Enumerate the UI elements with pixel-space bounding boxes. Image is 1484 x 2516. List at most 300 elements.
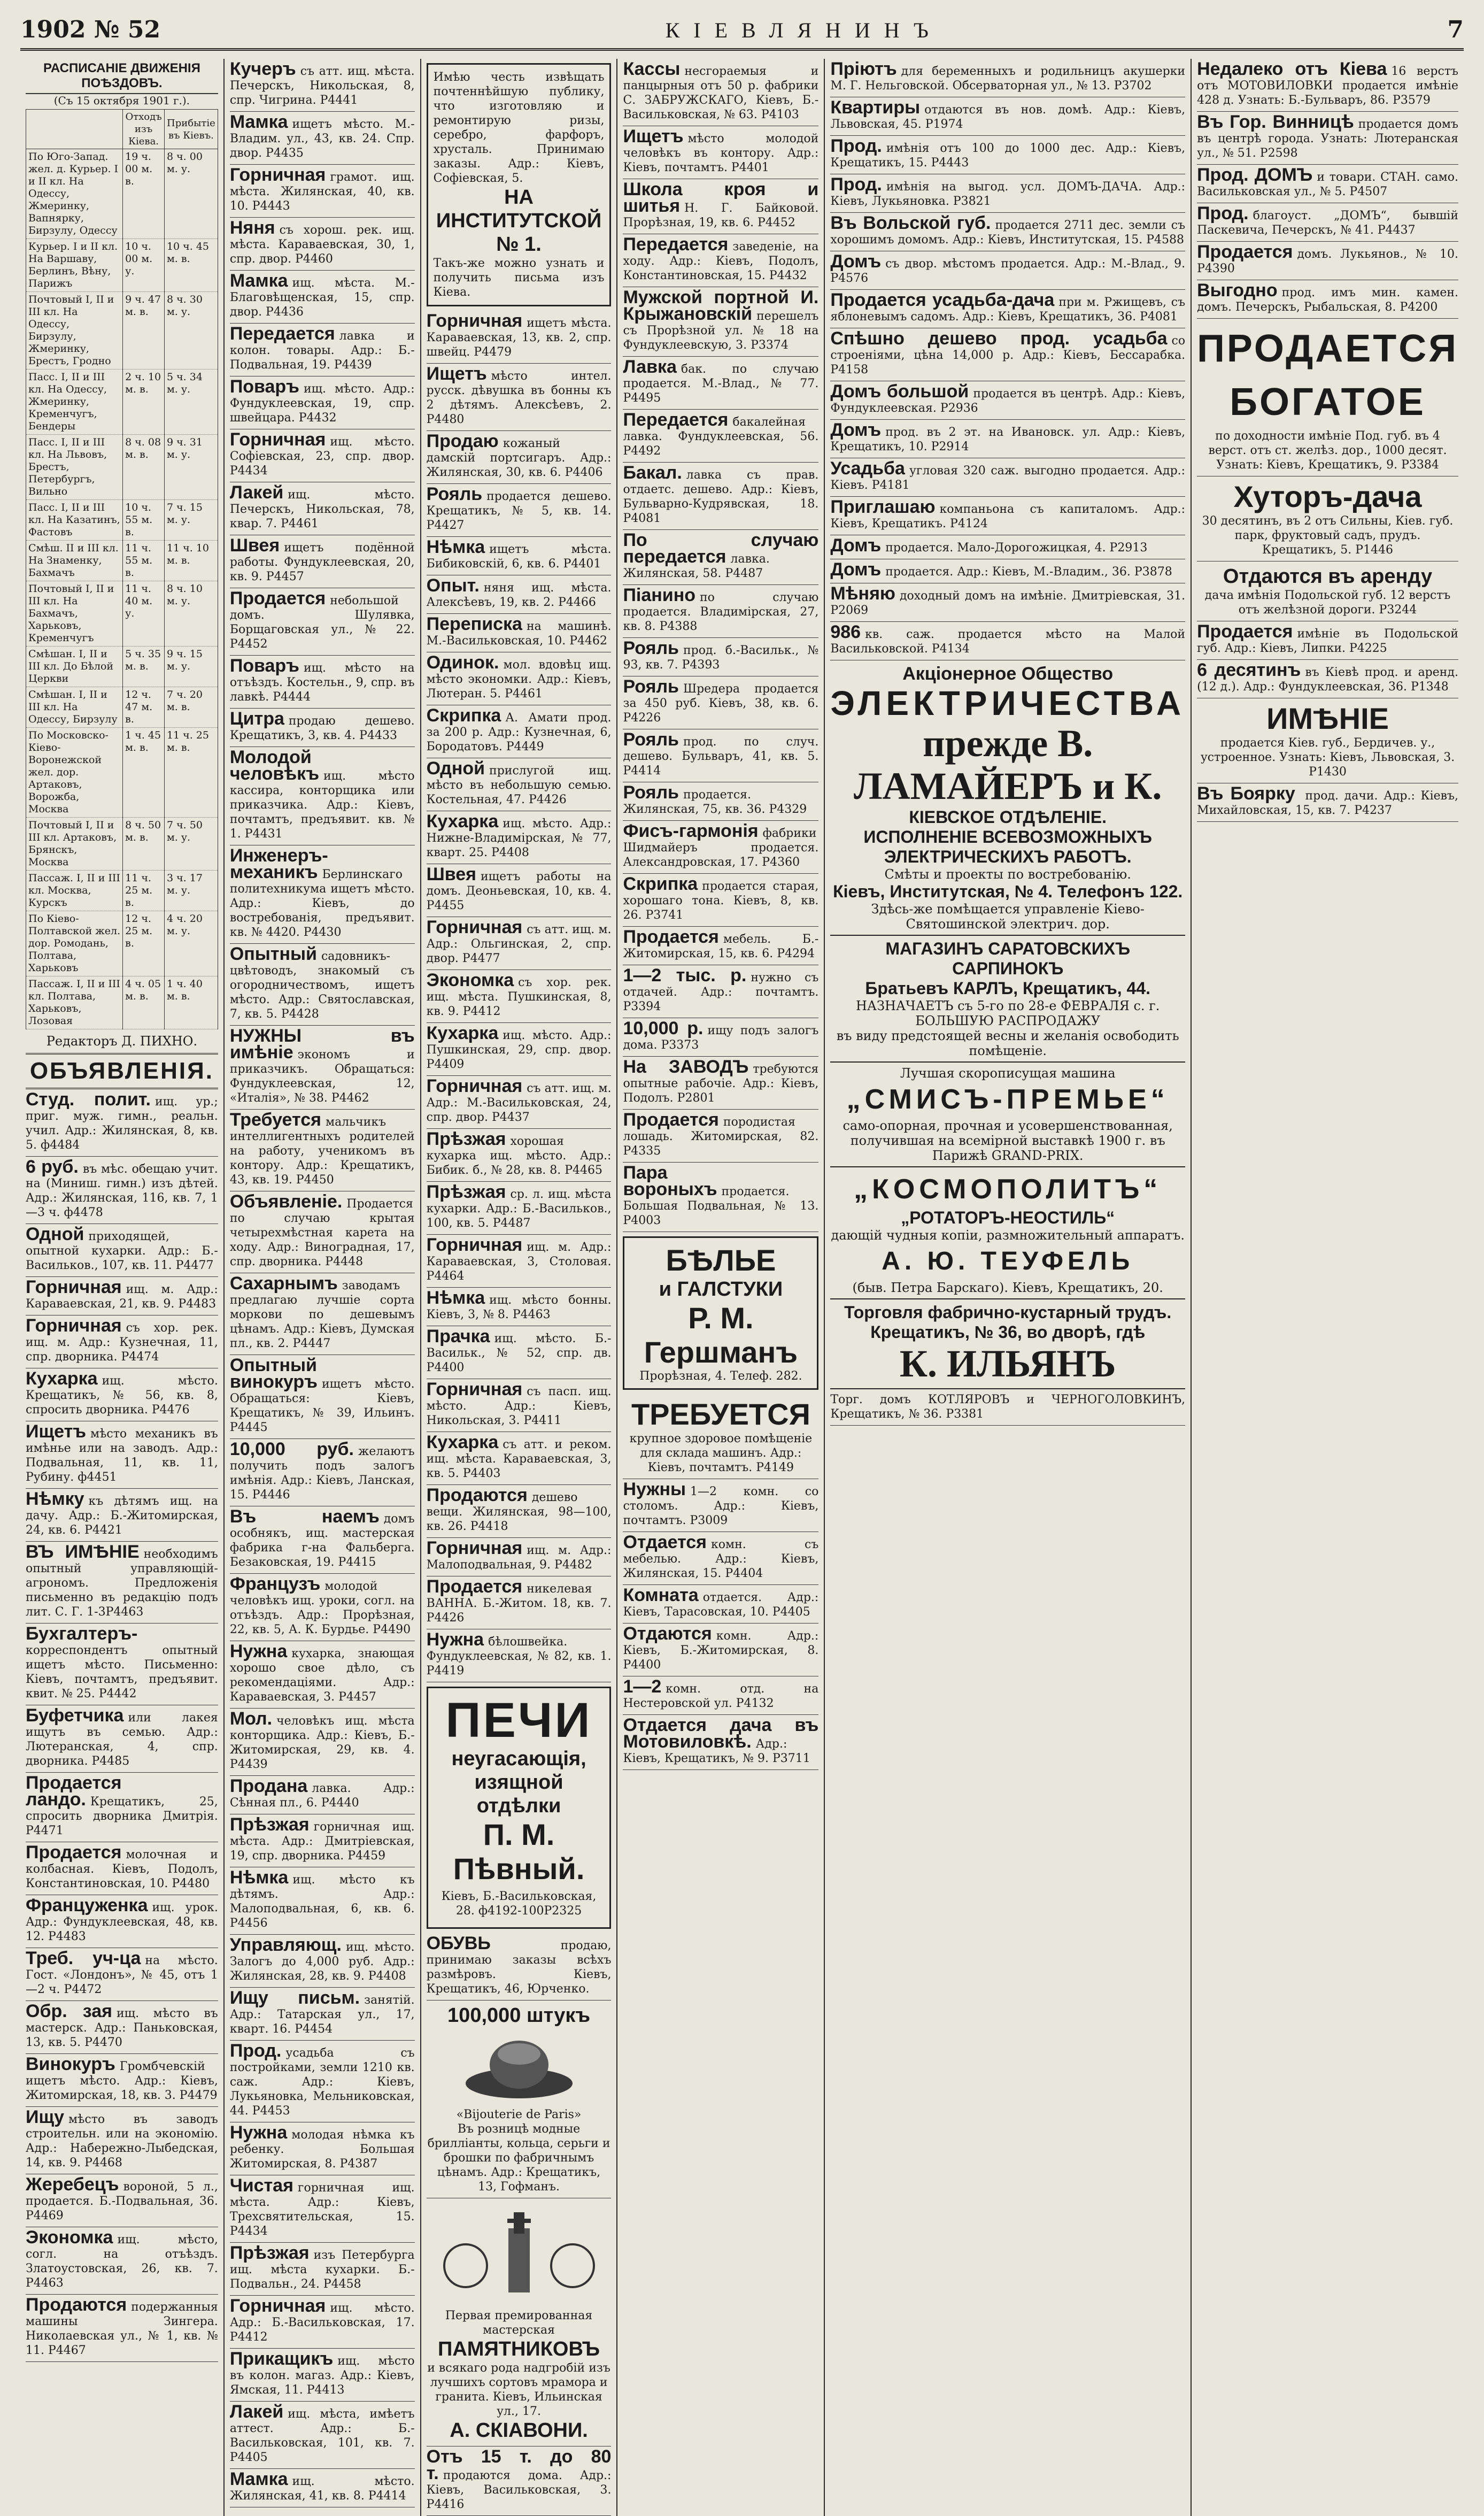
ad-heading: Прод. bbox=[229, 2041, 282, 2061]
schedule-cell-dep: 12 ч. 47 м. в. bbox=[123, 687, 165, 728]
monument-name: А. СКІАВОНИ. bbox=[450, 2419, 588, 2442]
ad-text: ищетъ мѣсто. М.-Владим. ул., 43, кв. 24. Спр. двор. Р4435 bbox=[229, 118, 415, 160]
classified-ad bbox=[623, 59, 818, 126]
ad-text: дешево вещи. Жилянская, 98—100, кв. 26. Р4418 bbox=[426, 1491, 612, 1533]
ad-text: лавка. Жилянская, 58. Р4487 bbox=[623, 552, 770, 580]
ad-text: съ хор. рек. ищ. м. Адр.: Кузнечная, 11, спр. дворника. Р4474 bbox=[26, 1321, 218, 1364]
page-number: 7 bbox=[1447, 16, 1464, 43]
schedule-row bbox=[26, 581, 218, 647]
classified-ad bbox=[623, 179, 818, 234]
schedule-row bbox=[26, 871, 218, 911]
monument-text: и всякаго рода надгробій изъ лучшихъ сортовъ мрамора и гранита. Кіевъ, Ильинская ул., 17. bbox=[427, 2361, 610, 2418]
sarpinka-line3: НАЗНАЧАЕТЪ съ 5-го по 28-е ФЕВРАЛЯ с. г. БОЛЬШУЮ РАСПРОДАЖУ bbox=[856, 998, 1160, 1028]
ad-heading: Продаю bbox=[426, 431, 499, 451]
ad-text: для беременныхъ и родильницъ акушерки М. Г. Нельговской. Обсерваторная ул., № 13. Р3702 bbox=[830, 65, 1186, 93]
ad-text: Шредера продается за 450 руб. Кіевъ, 38, кв. 6. Р4226 bbox=[623, 682, 819, 725]
classified-ad bbox=[1197, 280, 1458, 319]
bijouterie-sub: «Bijouterie de Paris» bbox=[456, 2108, 582, 2121]
ad-text: на машинѣ. М.-Васильковская, 10. Р4462 bbox=[426, 620, 612, 648]
classified-ad bbox=[623, 1018, 818, 1057]
ad-text: прод. по случ. дешево. Бульваръ, 41, кв. 5. Р4414 bbox=[623, 735, 819, 778]
ad-heading: Выгодно bbox=[1197, 280, 1278, 301]
classified-ad bbox=[623, 1715, 818, 1770]
classified-ad bbox=[427, 1629, 612, 1682]
ad-heading: Рояль bbox=[623, 638, 679, 658]
ad-text: продаю дешево. Крещатикъ, 3, кв. 4. Р4433 bbox=[229, 714, 415, 742]
classified-ad bbox=[26, 2001, 218, 2054]
classified-ad bbox=[427, 1235, 612, 1288]
ad-text: продается 2711 дес. земли съ хорошимъ домомъ. Адр.: Кіевъ, Институтская, 15. Р4588 bbox=[830, 219, 1186, 247]
ad-text: молочная и колбасная. Кіевъ, Подолъ, Константиновская, 10. Р4480 bbox=[26, 1848, 218, 1890]
ad-text: въ Кіевѣ прод. и аренд. (12 д.). Адр.: Фундуклеевская, 36. Р1348 bbox=[1197, 666, 1458, 694]
classified-ad bbox=[623, 1057, 818, 1110]
ad-heading: По случаю передается bbox=[623, 530, 819, 567]
ad-text: ищ. мѣсто. Адр.: Нижне-Владимірская, № 77, кварт. 25. Р4408 bbox=[426, 817, 612, 859]
ad-text: продается. Жилянская, 75, кв. 36. Р4329 bbox=[623, 788, 807, 816]
ad-text: бѣлошвейка. Фундуклеевская, № 82, кв. 1. Р4419 bbox=[426, 1635, 612, 1678]
ad-heading: Жеребецъ bbox=[26, 2174, 119, 2195]
ad-heading: НУЖНЫ въ имѣніе bbox=[229, 1026, 415, 1063]
classified-ad bbox=[26, 2174, 218, 2227]
classified-ad bbox=[1197, 242, 1458, 280]
train-schedule bbox=[26, 59, 218, 1029]
belye-title: БѢЛЬЕ bbox=[666, 1243, 776, 1277]
ad-text: ищ. мѣсто въ мастерск. Адр.: Паньковская, 13, кв. 5. Р4470 bbox=[26, 2007, 218, 2049]
ad-heading: Отдается дача въ Мотовиловкѣ. bbox=[623, 1715, 819, 1752]
ad-heading: Домъ bbox=[830, 535, 882, 556]
classified-ad bbox=[427, 811, 612, 864]
classified-ad bbox=[230, 1935, 415, 1988]
ad-heading: Горничная bbox=[26, 1315, 122, 1336]
ad-text: грамот. ищ. мѣста. Жилянская, 40, кв. 10. Р4443 bbox=[229, 171, 415, 213]
ad-heading: Ищетъ bbox=[26, 1421, 87, 1442]
ad-text: съ пасп. ищ. мѣсто. Адр.: Кіевъ, Никольская, 3. Р4411 bbox=[426, 1385, 612, 1427]
kosmo-line3: дающій чудныя копіи, размножительный аппаратъ. bbox=[831, 1228, 1185, 1243]
classified-ad bbox=[26, 2227, 218, 2295]
classified-ad bbox=[623, 357, 818, 410]
ad-heading: Мужской портной И. Крыжановскій bbox=[623, 287, 819, 324]
ad-heading: Прачка bbox=[426, 1326, 490, 1347]
classified-ad bbox=[623, 1110, 818, 1163]
ad-heading: Продается bbox=[623, 1110, 719, 1130]
classified-ad bbox=[230, 2402, 415, 2469]
classified-ad bbox=[427, 364, 612, 431]
obuv-ad bbox=[427, 1933, 612, 2001]
schedule-cell-arr: 11 ч. 10 м. в. bbox=[164, 541, 218, 581]
bogatoe-title1: ПРОДАЕТСЯ bbox=[1197, 327, 1458, 370]
classified-ad bbox=[26, 1089, 218, 1157]
classified-ad bbox=[230, 1439, 415, 1506]
classified-ad bbox=[830, 458, 1185, 497]
ad-text: ищ. мѣсто. Жилянская, 41, кв. 8. Р4414 bbox=[229, 2475, 415, 2503]
ad-heading: Домъ большой bbox=[830, 381, 969, 402]
ad-heading: Французъ bbox=[229, 1574, 321, 1594]
ad-heading: Усадьба bbox=[830, 458, 905, 479]
ad-heading: 6 десятинъ bbox=[1197, 660, 1301, 680]
imenie-ad bbox=[1197, 698, 1458, 783]
ad-heading: Винокуръ bbox=[26, 2054, 115, 2074]
classified-ad bbox=[427, 1379, 612, 1432]
ad-text: садовникъ-цвѣтоводъ, знакомый съ огородничествомъ, ищетъ мѣсто. Адр.: Святославская, 7, кв. 5. Р4428 bbox=[229, 950, 415, 1021]
classified-ad bbox=[1197, 59, 1458, 112]
ad-text: домъ. Лукьянов., № 10. Р4390 bbox=[1197, 248, 1458, 275]
classified-ad bbox=[230, 165, 415, 218]
ad-heading: Горничная bbox=[426, 1235, 523, 1255]
schedule-cell-arr: 7 ч. 20 м. в. bbox=[164, 687, 218, 728]
ad-text: мѣсто механикъ въ имѣнье или на заводъ. Адр.: Подвальная, 11, кв. 11, Рубину. ф4451 bbox=[26, 1427, 218, 1484]
classified-ad bbox=[830, 622, 1185, 660]
ad-text: въ мѣс. обещаю учит. на (Миниш. гимн.) изъ дѣтей. Адр.: Жилянская, 116, кв. 7, 1—3 ч. ф4478 bbox=[26, 1163, 218, 1219]
pechi-title: ПЕЧИ bbox=[445, 1693, 592, 1748]
ad-heading: Экономка bbox=[26, 2227, 113, 2248]
ad-heading: Продаются bbox=[426, 1485, 528, 1505]
classified-ad bbox=[26, 1157, 218, 1224]
ad-heading: Горничная bbox=[229, 429, 326, 450]
schedule-cell-route: Почтовый I, II и III кл. Артаковъ, Брянскъ, Москва bbox=[26, 818, 123, 871]
ad-text: лавка съ прав. отдаетс. дешево. Адр.: Кіевъ, Бульварно-Кудрявская, 18. Р4081 bbox=[623, 468, 819, 525]
schedule-cell-dep: 8 ч. 08 м. в. bbox=[123, 435, 165, 500]
classified-ad bbox=[623, 1676, 818, 1715]
sarpinka-line4: въ виду предстоящей весны и желанія освободить помѣщеніе. bbox=[836, 1028, 1179, 1058]
ad-text: Крещатикъ, 25, спросить дворника Дмитрія. Р4471 bbox=[26, 1795, 218, 1837]
ad-heading: Приглашаю bbox=[830, 497, 936, 517]
classified-ad bbox=[830, 497, 1185, 535]
ad-text: приходящей, опытной кухарки. Адр.: Б.-Васильков., 107, кв. 11. Р4477 bbox=[26, 1230, 218, 1272]
ad-text: ищ. мѣсто. Софіевская, 23, спр. двор. Р4434 bbox=[229, 435, 415, 478]
classified-ad bbox=[230, 535, 415, 588]
ad-heading: Экономка bbox=[426, 970, 514, 990]
ad-text: домъ особнякъ, ищ. мастерская фабрика г-на Фальберга. Безаковская, 19. Р4415 bbox=[229, 1512, 415, 1569]
classified-ad bbox=[26, 1895, 218, 1948]
company-line1: Акціонерное Общество bbox=[902, 664, 1114, 684]
arenda-text: дача имѣнія Подольской губ. 12 верстъ отъ желѣзной дороги. Р3244 bbox=[1204, 589, 1451, 617]
schedule-cell-route: Смѣш. II и III кл. На Знаменку, Бахмачъ bbox=[26, 541, 123, 581]
ad-heading: 10,000 руб. bbox=[229, 1439, 354, 1459]
ad-text: никелевая ВАННА. Б.-Житом. 18, кв. 7. Р4426 bbox=[426, 1582, 612, 1625]
ad-heading: Продается ландо. bbox=[26, 1773, 122, 1810]
col6-ads bbox=[1197, 59, 1458, 319]
ad-heading: 10,000 р. bbox=[623, 1018, 704, 1038]
classified-ad bbox=[623, 965, 818, 1018]
classified-ad bbox=[623, 1624, 818, 1676]
ad-heading: Горничная bbox=[426, 917, 523, 937]
schedule-row bbox=[26, 292, 218, 370]
ad-text: прод. б.-Васильк., № 93, кв. 7. Р4393 bbox=[623, 644, 819, 672]
company-line7: Кіевъ, Институтская, № 4. Телефонъ 122. bbox=[833, 882, 1183, 901]
ad-heading: Бухгалтеръ- bbox=[26, 1624, 138, 1644]
classified-ad bbox=[1197, 660, 1458, 698]
ad-text: съ атт. ищ. м. Адр.: Ольгинская, 2, спр. двор. Р4477 bbox=[426, 923, 612, 965]
ad-text: няня ищ. мѣста. Алексѣевъ, 19, кв. 2. Р4466 bbox=[426, 581, 612, 609]
trebuetsya-text: крупное здоровое помѣщеніе для склада машинъ. Адр.: Кіевъ, почтамтъ. Р4149 bbox=[629, 1432, 813, 1474]
classified-ad bbox=[830, 559, 1185, 583]
ads-section-title: ОБЪЯВЛЕНІЯ. bbox=[26, 1055, 218, 1089]
ad-heading: Пара вороныхъ bbox=[623, 1163, 717, 1199]
classified-ad bbox=[230, 59, 415, 112]
classified-ad bbox=[623, 821, 818, 874]
pechi-address: Кіевъ, Б.-Васильковская, 28. ф4192-100Р2325 bbox=[441, 1890, 597, 1918]
box-ad-tail: Такъ-же можно узнать и получить письма изъ Кіева. bbox=[433, 257, 605, 299]
ad-text: со строеніями, цѣна 14,000 р. Адр.: Кіевъ, Бессарабка. Р4158 bbox=[830, 334, 1186, 376]
ad-heading: Передается bbox=[229, 324, 335, 344]
classified-ad bbox=[230, 1026, 415, 1110]
ad-text: ищ. м. Адр.: Караваевская, 3, Столовая. Р4464 bbox=[426, 1241, 612, 1283]
trade-line3: К. ИЛЬЯНЪ bbox=[899, 1342, 1116, 1385]
ad-text: кожаный дамскій портсигаръ. Адр.: Жилянская, 30, кв. 6. Р4406 bbox=[426, 437, 612, 479]
imenie-title: ИМѢНІЕ bbox=[1266, 702, 1389, 735]
ad-heading: Продается bbox=[623, 927, 719, 947]
classified-ad bbox=[26, 1421, 218, 1489]
ad-heading: Чистая bbox=[229, 2175, 293, 2196]
ad-heading: Одной bbox=[426, 758, 485, 779]
ad-text: прод. въ 2 эт. на Ивановск. ул. Адр.: Кіевъ, Крещатикъ, 10. Р2914 bbox=[830, 426, 1186, 453]
ad-heading: Нѣмку bbox=[26, 1489, 84, 1509]
schedule-cell-dep: 19 ч. 00 м. в. bbox=[123, 149, 165, 239]
ad-heading: Горничная bbox=[229, 2296, 326, 2316]
ad-heading: Продается bbox=[229, 588, 326, 609]
ad-heading: Нѣмка bbox=[426, 1288, 485, 1308]
classified-ad bbox=[623, 410, 818, 463]
ad-text: ищ. мѣста. М.-Благовѣщенская, 15, спр. двор. Р4436 bbox=[229, 276, 415, 319]
ad-text: хорошая кухарка ищ. мѣсто. Адр.: Бибик. б., № 28, кв. 8. Р4465 bbox=[426, 1135, 612, 1177]
ad-text: ищ. м. Адр.: Караваевская, 21, кв. 9. Р4483 bbox=[26, 1283, 218, 1311]
ad-heading: Рояль bbox=[623, 729, 679, 750]
classified-ad bbox=[427, 705, 612, 758]
bogatoe-title2: БОГАТОЕ bbox=[1230, 381, 1426, 424]
ad-heading: Кухарка bbox=[426, 1023, 499, 1043]
classified-ad bbox=[623, 676, 818, 729]
ad-heading: 1—2 тыс. р. bbox=[623, 965, 747, 986]
schedule-cell-arr: 7 ч. 15 м. у. bbox=[164, 500, 218, 541]
ad-heading: Спѣшно дешево прод. усадьба bbox=[830, 328, 1168, 349]
ad-heading: Лавка bbox=[623, 357, 677, 377]
ad-text: горничная ищ. мѣста. Адр.: Кіевъ, Трехсвятительская, 15. Р4434 bbox=[229, 2181, 415, 2238]
schedule-cell-route: Смѣшан. I, II и III кл. На Одессу, Бирзулу bbox=[26, 687, 123, 728]
trade-ad bbox=[830, 1299, 1185, 1389]
ad-heading: Рояль bbox=[623, 676, 679, 697]
ad-heading: Продаются bbox=[26, 2295, 127, 2315]
pechi-subtitle: неугасающія, изящной отдѣлки bbox=[451, 1748, 586, 1817]
classified-ad bbox=[230, 1814, 415, 1867]
ad-text: при м. Ржищевъ, съ яблоневымъ садомъ. Адр.: Кіевъ, Крещатикъ, 36. Р4081 bbox=[830, 296, 1186, 324]
classified-ad bbox=[26, 1624, 218, 1705]
ad-heading: Комната bbox=[623, 1585, 699, 1605]
classified-ad bbox=[427, 484, 612, 537]
company-line2: ЭЛЕКТРИЧЕСТВА bbox=[830, 684, 1186, 722]
ad-text: прислугой ищ. мѣсто въ небольшую семью. Костельная, 47. Р4426 bbox=[426, 764, 612, 806]
kosmo-line1: „КОСМОПОЛИТЪ“ bbox=[854, 1174, 1162, 1205]
ad-text: экономъ и приказчикъ. Обращаться: Фундуклеевская, 12, «Италія», № 38. Р4462 bbox=[229, 1048, 415, 1105]
ad-text: комн. отд. на Нестеровской ул. Р4132 bbox=[623, 1682, 819, 1710]
classified-ad bbox=[230, 1110, 415, 1191]
boyarka-heading: Въ Боярку bbox=[1197, 783, 1295, 804]
classified-ad bbox=[230, 845, 415, 944]
ad-heading: Недалеко отъ Кіева bbox=[1197, 59, 1387, 79]
schedule-cell-dep: 4 ч. 05 м. в. bbox=[123, 976, 165, 1029]
sarpinka-ad bbox=[830, 936, 1185, 1063]
belye-subtitle: и ГАЛСТУКИ bbox=[659, 1278, 783, 1301]
classified-ad bbox=[623, 126, 818, 179]
classified-ad bbox=[427, 537, 612, 575]
ad-text: ищ. мѣсто. Печерскъ, Никольская, 78, квар. 7. Р4461 bbox=[229, 488, 415, 530]
electricity-company-ad bbox=[830, 660, 1185, 936]
ad-heading: Мол. bbox=[229, 1709, 273, 1729]
classified-ad bbox=[623, 234, 818, 287]
ad-text: съ атт. ищ. мѣста. Печерскъ, Никольская, 8, спр. Чигрина. Р4441 bbox=[229, 65, 415, 107]
smith-line3: само-опорная, прочная и усовершенствованная, получившая на всемірной выставкѣ 1900 г. въ Парижѣ GRAND-PRIX. bbox=[843, 1118, 1173, 1163]
ad-heading: 986 bbox=[830, 622, 861, 642]
schedule-row bbox=[26, 687, 218, 728]
schedule-row bbox=[26, 976, 218, 1029]
ad-text: ищетъ подённой работы. Фундуклеевская, 20, кв. 9. Р4457 bbox=[229, 541, 415, 583]
schedule-cell-arr: 7 ч. 50 м. у. bbox=[164, 818, 218, 871]
ad-heading: Фисъ-гармонія bbox=[623, 821, 759, 841]
schedule-col-route bbox=[26, 110, 123, 149]
schedule-cell-arr: 11 ч. 25 м. в. bbox=[164, 728, 218, 818]
ad-text: лавка и колон. товары. Адр.: Б.-Подвальная, 19. Р4439 bbox=[229, 329, 415, 372]
classified-ad bbox=[230, 1709, 415, 1776]
schedule-cell-arr: 3 ч. 17 м. у. bbox=[164, 871, 218, 911]
classified-ad bbox=[230, 2041, 415, 2122]
ad-text: отдаются въ нов. домѣ. Адр.: Кіевъ, Львовская, 45. Р1974 bbox=[830, 103, 1186, 131]
ad-text: имѣнія на выгод. усл. ДОМЪ-ДАЧА. Адр.: Кіевъ, Лукьяновка. Р3821 bbox=[830, 180, 1186, 208]
classified-ad bbox=[230, 1574, 415, 1641]
ad-text: желаютъ получить подъ залогъ имѣнія. Адр.: Кіевъ, Ланская, 15. Р4446 bbox=[229, 1445, 415, 1502]
ad-heading: Прѣзжая bbox=[229, 2243, 310, 2263]
ad-heading: Прод. bbox=[1197, 203, 1249, 224]
schedule-cell-dep: 8 ч. 50 м. в. bbox=[123, 818, 165, 871]
schedule-cell-arr: 5 ч. 34 м. у. bbox=[164, 370, 218, 435]
classified-ad bbox=[830, 213, 1185, 251]
ad-heading: Швея bbox=[426, 864, 477, 884]
ad-text: мѣсто молодой человѣкъ въ контору. Адр.: Кіевъ, почтамтъ. Р4401 bbox=[623, 132, 819, 174]
schedule-row bbox=[26, 149, 218, 239]
classified-ad bbox=[427, 311, 612, 364]
classified-ad bbox=[230, 1776, 415, 1814]
classified-ad bbox=[230, 709, 415, 747]
belye-address: Прорѣзная, 4. Телеф. 282. bbox=[639, 1369, 802, 1383]
ad-text: ищ. мѣсто бонны. Кіевъ, 3, № 8. Р4463 bbox=[426, 1294, 612, 1321]
ad-heading: Ищу bbox=[26, 2107, 65, 2127]
belye-name: Р. М. Гершманъ bbox=[644, 1301, 798, 1369]
ad-text: Громбчевскій ищетъ мѣсто. Адр.: Кіевъ, Житомирская, 18, кв. 3. Р4479 bbox=[26, 2060, 218, 2102]
ad-text: ищу подъ залогъ дома. Р3373 bbox=[623, 1024, 819, 1052]
classified-ad bbox=[1197, 621, 1458, 660]
classified-ad bbox=[830, 136, 1185, 174]
columns bbox=[20, 59, 1464, 2511]
kosmo-line4: А. Ю. ТЕУФЕЛЬ bbox=[882, 1247, 1134, 1275]
ad-text: необходимъ опытный управляющій-агрономъ. Предложенія письменно въ редакцію подъ лит. С. Г. 1-3Р4463 bbox=[26, 1548, 218, 1619]
classified-ad bbox=[427, 1129, 612, 1182]
classified-ad bbox=[427, 917, 612, 970]
company-line4: КІЕВСКОЕ ОТДѢЛЕНІЕ. bbox=[909, 807, 1107, 827]
classified-ad bbox=[623, 1479, 818, 1532]
ad-text: ищетъ мѣста. Бибиковскій, 6, кв. 6. Р4401 bbox=[426, 543, 612, 571]
ad-text: А. Амати прод. за 200 р. Адр.: Кузнечная, 6, Бородатовъ. Р4449 bbox=[426, 711, 612, 753]
ad-text: комн. съ мебелью. Адр.: Кіевъ, Жилянская, 15. Р4404 bbox=[623, 1538, 819, 1580]
ad-text: имѣніе въ Подольской губ. Адр.: Кіевъ, Липки. Р4225 bbox=[1197, 627, 1458, 655]
ad-text: или лакея ищутъ въ семью. Адр.: Лютеранская, 4, спр. дворника. Р4485 bbox=[26, 1711, 218, 1768]
schedule-table bbox=[26, 109, 218, 1029]
ad-text: ищ. мѣсто въ колон. магаз. Адр.: Кіевъ, Ямская, 11. Р4413 bbox=[229, 2355, 415, 2397]
khutor-title: Хуторъ-дача bbox=[1233, 480, 1422, 513]
ad-heading: Кассы bbox=[623, 59, 681, 79]
ad-heading: Лакей bbox=[229, 482, 284, 503]
ad-heading: Продается усадьба-дача bbox=[830, 290, 1055, 310]
ad-text: прод. имъ мин. камен. домъ. Печерскъ, Рыбальская, 8. Р4200 bbox=[1197, 286, 1458, 314]
ad-text: ищ. мѣсто на отъѣздъ. Костельн., 9, спр. въ лавкѣ. Р4444 bbox=[229, 661, 415, 704]
ad-heading: 6 руб. bbox=[26, 1157, 79, 1177]
classified-ad bbox=[830, 381, 1185, 420]
classified-ad bbox=[26, 1948, 218, 2001]
ad-heading: Скрипка bbox=[426, 705, 501, 726]
ad-heading: Швея bbox=[229, 535, 280, 556]
classified-ad bbox=[623, 927, 818, 965]
classified-ad bbox=[427, 575, 612, 614]
column-1 bbox=[20, 59, 225, 2516]
ad-heading: Горничная bbox=[426, 1076, 523, 1096]
ad-text: горничная ищ. мѣста. Адр.: Дмитріевская, 19, спр. дворника. Р4459 bbox=[229, 1820, 415, 1863]
pechi-ad bbox=[427, 1687, 612, 1929]
classified-ad bbox=[427, 1288, 612, 1326]
classified-ad bbox=[830, 97, 1185, 136]
ad-text: компаньона съ капиталомъ. Адр.: Кіевъ, Крещатикъ. Р4124 bbox=[830, 503, 1186, 530]
issue-number: 1902 № 52 bbox=[20, 16, 161, 43]
ad-heading: Опытный винокуръ bbox=[229, 1355, 318, 1392]
ad-text: доходный домъ на имѣніе. Дмитріевская, 31. Р2069 bbox=[830, 589, 1186, 617]
ad-heading: На ЗАВОДЪ bbox=[623, 1057, 749, 1077]
classified-ad bbox=[26, 1842, 218, 1895]
ad-text: по случаю продается. Владимірская, 27, кв. 8. Р4388 bbox=[623, 591, 819, 633]
ad-heading: Мамка bbox=[229, 2469, 288, 2489]
ad-heading: Горничная bbox=[229, 165, 326, 185]
ad-text: изъ Петербурга ищ. мѣста кухарки. Б.-Подвальн., 24. Р4458 bbox=[229, 2249, 415, 2291]
classified-ad bbox=[427, 1432, 612, 1485]
company-line3: прежде В. ЛАМАЙЕРЪ и К. bbox=[854, 722, 1162, 807]
column-6 bbox=[1192, 59, 1464, 2516]
schedule-cell-arr: 9 ч. 31 м. у. bbox=[164, 435, 218, 500]
ad-text: подержанныя машины Зингера. Николаевская ул., № 1, кв. № 11. Р4467 bbox=[26, 2300, 218, 2357]
schedule-cell-dep: 2 ч. 10 м. в. bbox=[123, 370, 165, 435]
ad-heading: Нѣмка bbox=[426, 537, 485, 557]
ad-text: мол. вдовѣц ищ. мѣсто экономки. Адр.: Кіевъ, Лютеран. 5. Р4461 bbox=[426, 658, 612, 701]
classified-ad bbox=[623, 1585, 818, 1624]
ad-text: продается. Мало-Дорогожицкая, 4. Р2913 bbox=[885, 541, 1148, 555]
schedule-title: РАСПИСАНІЕ ДВИЖЕНІЯ ПОѢЗДОВЪ. bbox=[26, 59, 218, 94]
schedule-cell-arr: 10 ч. 45 м. в. bbox=[164, 239, 218, 292]
ad-heading: Квартиры bbox=[830, 97, 921, 118]
ad-heading: Прикащикъ bbox=[229, 2349, 334, 2369]
boyarka-text: прод. дачи. Адр.: Кіевъ, Михайловская, 15, кв. 7. Р4237 bbox=[1197, 789, 1458, 817]
ad-heading: Треб. уч-ца bbox=[26, 1948, 141, 1968]
schedule-cell-dep: 12 ч. 25 м. в. bbox=[123, 911, 165, 976]
schedule-row bbox=[26, 435, 218, 500]
classified-ad bbox=[427, 864, 612, 917]
ad-text: лавка. Адр.: Сѣнная пл., 6. Р4440 bbox=[229, 1782, 415, 1810]
ad-text: ищ. мѣсто. Адр.: Фундуклеевская, 19, спр. швейцара. Р4432 bbox=[229, 382, 415, 425]
ad-text: къ дѣтямъ ищ. на дачу. Адр.: Б.-Житомирская, 24, кв. 6. Р4421 bbox=[26, 1495, 218, 1537]
ad-heading: Мамка bbox=[229, 112, 288, 132]
pechi-name: П. М. Пѣвный. bbox=[453, 1818, 585, 1886]
classified-ad bbox=[427, 1326, 612, 1379]
ad-heading: Рояль bbox=[426, 484, 483, 504]
classified-ad bbox=[427, 431, 612, 484]
ad-text: ищ. урок. Адр.: Фундуклеевская, 48, кв. 12. Р4483 bbox=[26, 1901, 218, 1943]
box-ad-title: НА ИНСТИТУТСКОЙ № 1. bbox=[436, 186, 602, 256]
ad-text: занятій. Адр.: Татарская ул., 17, кварт. 16. Р4454 bbox=[229, 1994, 415, 2036]
ad-heading: Ищетъ bbox=[623, 126, 684, 147]
schedule-row bbox=[26, 818, 218, 871]
